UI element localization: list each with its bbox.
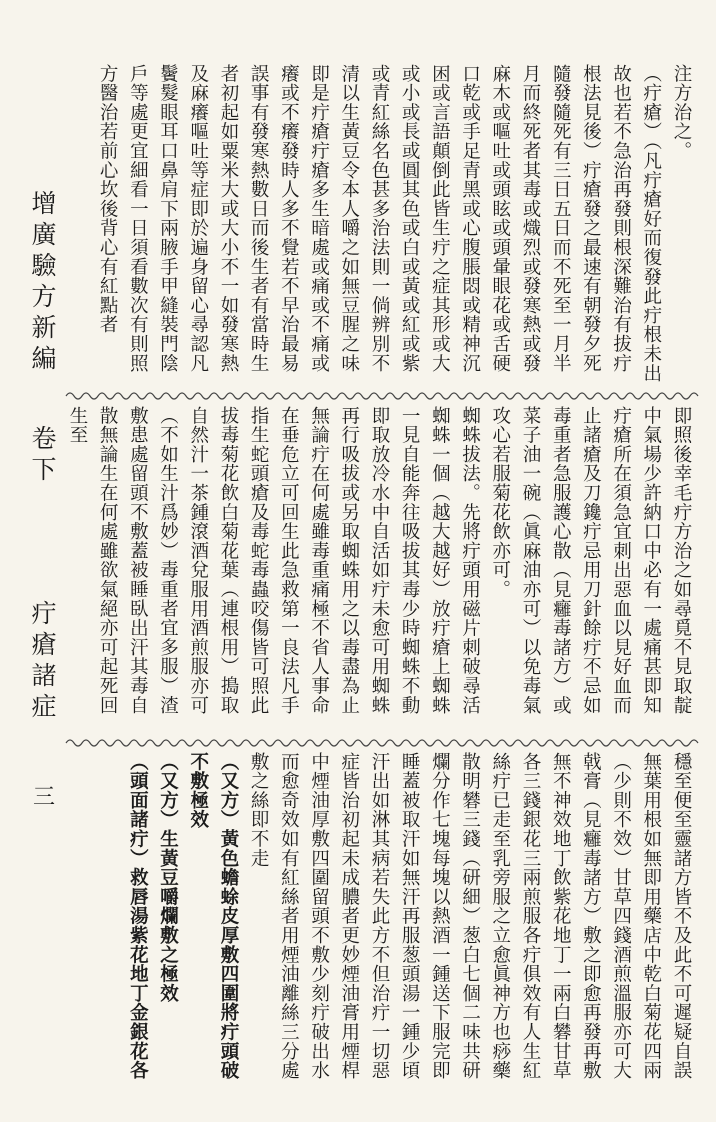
- running-head: [22, 190, 62, 520]
- wavy-separator: [66, 737, 700, 749]
- page-number: 三: [32, 785, 55, 810]
- text-column: （又方）生黃豆嚼爛敷之極效: [157, 752, 179, 1003]
- section-title: 疔瘡諸症: [28, 600, 57, 724]
- text-column: 穩至便至靈諸方皆不及此不可遲疑自誤無葉用根如無即用藥店中乾白菊花四兩（少則不效）甘草四錢酒煎溫服亦可大戟膏（見癰毒諸方）敷之即愈再發再敷無不神效地丁飲紫花地丁一兩白礬甘草各三錢銀花三兩煎服各疔俱效有人生紅絲疔已走至乳旁服之立愈眞神方也痧藥散明礬三錢（研細）葱白七個二味共研爛分作七塊每塊以熱酒一鍾送下服完即睡蓋被取汗如無汗再服葱頭湯一鍾少頃汗出如淋其病若失此方不但治疔一切惡症皆治初起未成膿者更妙煙油膏用煙桿中煙油厚敷四圍留頭不敷少刻疔破出水而愈奇效如有紅絲者用煙油離絲三分處敷之絲即不走: [248, 752, 692, 1081]
- wavy-separator: [66, 390, 700, 402]
- text-column: （疔瘡）（凡疔瘡好而復發此疔根未出故也若不急治再發則根深難治有拔疔根法見後）疔瘡發之最速有朝發夕死隨發隨死有三日五日而不死至一月半月而終死者其毒或熾烈或發寒熱或發麻木或嘔吐或頭眩或頭暈眼花或舌硬口乾或手足青黑或心腹脹悶或精神沉困或言語顛倒此皆生疔之症其形或大或小或長或圓其色或白或黃或紅或紫或青紅絲名色甚多治法則一倘辨別不清以生黃豆令本人嚼之如無豆腥之味即是疔瘡疔瘡多生暗處或痛或不痛或癢或不癢發時人多不覺若不早治最易誤事有發寒熱數日而後生者有當時生者初起如粟米大或大小不一如發寒熱及麻癢嘔吐等症即於遍身留心尋認凡鬢髮眼耳口鼻肩下兩腋手甲縫裝門陰戶等處更宜細看一日須看數次有則照方醫治若前心坎後背心有紅點者: [97, 64, 662, 383]
- text-block-upper: [70, 64, 696, 384]
- text-block-lower: [70, 752, 696, 1092]
- text-column: （頭面諸疔）救唇湯紫花地丁金銀花各: [127, 752, 149, 1081]
- text-column: 即照後幸毛疔方治之如尋覓不見取靛中氣場少許納口中必有一處痛甚即知疔瘡所在須急宜刺出惡血以見好血而止諸瘡及刀鑱疔忌用刀針餘疔不忌如毒重者急服護心散（見癰毒諸方）或菜子油一碗（眞麻油亦可）以免毒氣攻心若服菊花飲亦可。: [489, 406, 692, 715]
- text-column: 蜘蛛拔法。先將疔頭用磁片刺破尋活蜘蛛一個（越大越好）放疔瘡上蜘蛛一見自能奔往吸拔其毒少時蜘蛛不動即取放冷水中自活如疔未愈可用蜘蛛再行吸拔或另取蜘蛛用之以毒盡為止無論疔在何處雖毒重痛極不省人事命在垂危立可回生此急救第一良法凡手指生蛇頭瘡及毒蛇毒蟲咬傷皆可照此拔毒菊花飲白菊花葉（連根用）搗取自然汁一茶鍾滾酒兌服用酒煎服亦可（不如生汁爲妙）毒重者宜多服）渣敷患處留頭不敷蓋被睡臥出汗其毒自散無論生在何處雖欲氣絕亦可起死回生至: [66, 406, 481, 715]
- text-block-middle: [66, 406, 696, 732]
- text-column: （又方）黃色蟾蜍皮厚敷四圍將疔頭破不敷極效: [187, 752, 239, 1081]
- text-column: 注方治之。: [671, 64, 692, 161]
- book-title: 增廣驗方新編: [28, 190, 57, 376]
- volume-label: 卷下: [28, 425, 57, 487]
